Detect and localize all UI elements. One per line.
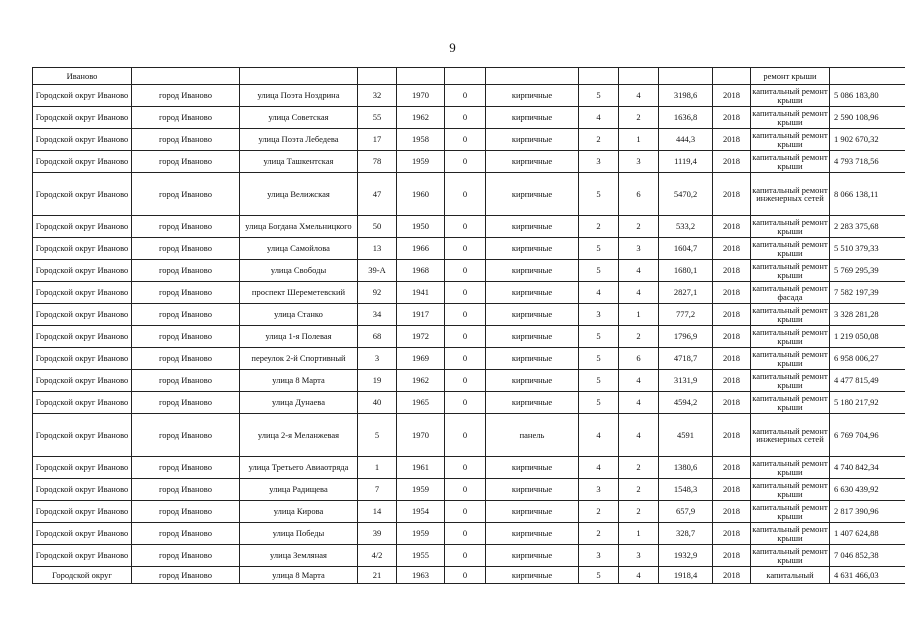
street-cell: улица Советская — [240, 107, 358, 129]
table-row — [33, 523, 905, 545]
city-cell: город Иваново — [132, 567, 240, 584]
build-year-cell: 1958 — [397, 129, 445, 151]
floors-cell: 4 — [579, 282, 619, 304]
wall-material-cell: кирпичные — [486, 523, 579, 545]
house-number-cell: 1 — [358, 457, 397, 479]
wall-material-cell: кирпичные — [486, 173, 579, 216]
house-number-cell: 17 — [358, 129, 397, 151]
build-year-cell: 1954 — [397, 501, 445, 523]
street-cell: переулок 2-й Спортивный — [240, 348, 358, 370]
city-cell: город Иваново — [132, 85, 240, 107]
zero-cell: 0 — [445, 216, 486, 238]
work-type-cell: капитальный ремонт инженерных сетей — [751, 173, 830, 216]
street-cell: улица 8 Марта — [240, 370, 358, 392]
zero-cell: 0 — [445, 129, 486, 151]
area-cell: 777,2 — [659, 304, 713, 326]
build-year-cell: 1965 — [397, 392, 445, 414]
plan-year-cell: 2018 — [713, 304, 751, 326]
entrances-cell: 2 — [619, 479, 659, 501]
table-row — [33, 260, 905, 282]
wall-material-cell: кирпичные — [486, 151, 579, 173]
floors-cell: 2 — [579, 129, 619, 151]
entrances-cell: 1 — [619, 129, 659, 151]
city-cell: город Иваново — [132, 348, 240, 370]
entrances-cell: 2 — [619, 107, 659, 129]
table-row — [33, 129, 905, 151]
floors-cell: 4 — [579, 457, 619, 479]
cost-cell: 4 740 842,34 — [830, 457, 905, 479]
floors-cell: 4 — [579, 107, 619, 129]
entrances-cell: 3 — [619, 238, 659, 260]
entrances-cell: 3 — [619, 545, 659, 567]
municipality-cell: Городской округ Иваново — [33, 414, 132, 457]
entrances-cell: 6 — [619, 173, 659, 216]
registry-table — [32, 67, 905, 584]
city-cell: город Иваново — [132, 173, 240, 216]
plan-year-cell: 2018 — [713, 348, 751, 370]
build-year-cell: 1950 — [397, 216, 445, 238]
zero-cell: 0 — [445, 523, 486, 545]
plan-year-cell: 2018 — [713, 326, 751, 348]
table-row — [33, 567, 905, 584]
work-type-cell: капитальный ремонт крыши — [752, 327, 828, 346]
house-number-cell: 68 — [358, 326, 397, 348]
area-cell: 5470,2 — [659, 173, 713, 216]
wall-material-cell: кирпичные — [486, 326, 579, 348]
floors-cell: 5 — [579, 567, 619, 584]
table-row — [33, 348, 905, 370]
floors-cell: 3 — [579, 304, 619, 326]
cost-cell: 1 407 624,88 — [830, 523, 905, 545]
street-cell: улица Велижская — [240, 173, 358, 216]
work-type-cell: капитальный ремонт крыши — [752, 261, 828, 280]
plan-year-cell: 2018 — [713, 260, 751, 282]
street-cell: улица Самойлова — [240, 238, 358, 260]
entrances-cell: 1 — [619, 523, 659, 545]
area-cell: 328,7 — [659, 523, 713, 545]
zero-cell: 0 — [445, 282, 486, 304]
plan-year-cell: 2018 — [713, 567, 751, 584]
city-cell: город Иваново — [132, 260, 240, 282]
area-cell: 1796,9 — [659, 326, 713, 348]
table-row — [33, 501, 905, 523]
plan-year-cell: 2018 — [713, 151, 751, 173]
work-type-cell: капитальный ремонт крыши — [752, 130, 828, 149]
area-cell: 4594,2 — [659, 392, 713, 414]
cost-cell: 7 046 852,38 — [830, 545, 905, 567]
table-row — [33, 326, 905, 348]
municipality-cell: Городской округ Иваново — [33, 479, 132, 501]
area-cell: 1680,1 — [659, 260, 713, 282]
page-number: 9 — [449, 40, 456, 55]
city-cell: город Иваново — [132, 129, 240, 151]
cost-cell: 6 958 006,27 — [830, 348, 905, 370]
entrances-cell: 4 — [619, 567, 659, 584]
build-year-cell: 1961 — [397, 457, 445, 479]
plan-year-cell: 2018 — [713, 523, 751, 545]
plan-year-cell: 2018 — [713, 370, 751, 392]
zero-cell: 0 — [445, 479, 486, 501]
wall-material-cell: кирпичные — [486, 348, 579, 370]
zero-cell: 0 — [445, 545, 486, 567]
build-year-cell: 1959 — [397, 151, 445, 173]
zero-cell: 0 — [445, 326, 486, 348]
area-cell: 1918,4 — [659, 567, 713, 584]
build-year-cell: 1969 — [397, 348, 445, 370]
area-cell: 533,2 — [659, 216, 713, 238]
table-row — [33, 173, 905, 216]
entrances-cell: 2 — [619, 216, 659, 238]
entrances-cell: 2 — [619, 457, 659, 479]
municipality-cell: Городской округ Иваново — [33, 304, 132, 326]
city-cell: город Иваново — [132, 107, 240, 129]
street-cell: улица Поэта Лебедева — [240, 129, 358, 151]
table-row — [33, 282, 905, 304]
city-cell: город Иваново — [132, 414, 240, 457]
house-number-cell: 50 — [358, 216, 397, 238]
street-cell: улица Земляная — [240, 545, 358, 567]
area-cell: 1119,4 — [659, 151, 713, 173]
cost-cell: 5 769 295,39 — [830, 260, 905, 282]
house-number-cell: 7 — [358, 479, 397, 501]
city-cell: город Иваново — [132, 370, 240, 392]
wall-material-cell: кирпичные — [486, 216, 579, 238]
street-cell: улица Ташкентская — [240, 151, 358, 173]
municipality-cell: Городской округ Иваново — [33, 151, 132, 173]
area-cell: 1932,9 — [659, 545, 713, 567]
city-cell: город Иваново — [132, 238, 240, 260]
zero-cell: 0 — [445, 304, 486, 326]
cost-cell: 2 590 108,96 — [830, 107, 905, 129]
zero-cell: 0 — [445, 414, 486, 457]
work-type-cell: капитальный ремонт крыши — [752, 152, 828, 171]
street-cell: проспект Шереметевский — [240, 282, 358, 304]
house-number-cell: 92 — [358, 282, 397, 304]
house-number-cell: 3 — [358, 348, 397, 370]
table-row — [33, 457, 905, 479]
cost-cell: 5 180 217,92 — [830, 392, 905, 414]
municipality-cell: Городской округ Иваново — [33, 238, 132, 260]
street-cell: улица Дунаева — [240, 392, 358, 414]
floors-cell: 5 — [579, 392, 619, 414]
house-number-cell: 34 — [358, 304, 397, 326]
build-year-cell: 1970 — [397, 414, 445, 457]
street-cell: улица Победы — [240, 523, 358, 545]
street-cell: улица Богдана Хмельницкого — [240, 216, 358, 238]
build-year-cell: 1960 — [397, 173, 445, 216]
table-row — [33, 479, 905, 501]
floors-cell: 5 — [579, 238, 619, 260]
plan-year-cell: 2018 — [713, 173, 751, 216]
build-year-cell: 1962 — [397, 370, 445, 392]
work-type-cell: капитальный ремонт фасада — [752, 283, 828, 302]
entrances-cell: 3 — [619, 151, 659, 173]
city-cell: город Иваново — [132, 457, 240, 479]
entrances-cell: 1 — [619, 304, 659, 326]
work-type-cell: капитальный ремонт крыши — [752, 305, 828, 324]
cost-cell: 2 817 390,96 — [830, 501, 905, 523]
municipality-cell: Городской округ Иваново — [33, 545, 132, 567]
build-year-cell: 1962 — [397, 107, 445, 129]
work-type-cell: капитальный — [751, 567, 830, 584]
house-number-cell: 78 — [358, 151, 397, 173]
cost-cell: 8 066 138,11 — [830, 173, 905, 216]
city-cell: город Иваново — [132, 326, 240, 348]
work-cell: ремонт крыши — [751, 68, 830, 85]
area-cell: 3131,9 — [659, 370, 713, 392]
municipality-cell: Городской округ Иваново — [33, 326, 132, 348]
entrances-cell: 6 — [619, 348, 659, 370]
work-type-cell: капитальный ремонт крыши — [752, 393, 828, 412]
area-cell: 1380,6 — [659, 457, 713, 479]
table-row — [33, 370, 905, 392]
zero-cell: 0 — [445, 392, 486, 414]
build-year-cell: 1959 — [397, 479, 445, 501]
floors-cell: 5 — [579, 85, 619, 107]
house-number-cell: 40 — [358, 392, 397, 414]
cost-cell: 1 902 670,32 — [830, 129, 905, 151]
area-cell: 657,9 — [659, 501, 713, 523]
cost-cell: 1 219 050,08 — [830, 326, 905, 348]
plan-year-cell: 2018 — [713, 392, 751, 414]
zero-cell: 0 — [445, 370, 486, 392]
city-cell: город Иваново — [132, 151, 240, 173]
table-row — [33, 545, 905, 567]
zero-cell: 0 — [445, 567, 486, 584]
municipality-cell: Городской округ Иваново — [33, 457, 132, 479]
table-row-continued — [33, 68, 905, 85]
work-type-cell: капитальный ремонт крыши — [752, 458, 828, 477]
municipality-cell: Иваново — [33, 68, 132, 85]
table-row — [33, 85, 905, 107]
plan-year-cell: 2018 — [713, 501, 751, 523]
municipality-cell: Городской округ — [33, 567, 132, 584]
plan-year-cell: 2018 — [713, 129, 751, 151]
zero-cell: 0 — [445, 151, 486, 173]
work-type-cell: капитальный ремонт крыши — [752, 349, 828, 368]
entrances-cell: 2 — [619, 326, 659, 348]
cost-cell: 6 769 704,96 — [830, 414, 905, 457]
build-year-cell: 1966 — [397, 238, 445, 260]
wall-material-cell: кирпичные — [486, 85, 579, 107]
area-cell: 444,3 — [659, 129, 713, 151]
house-number-cell: 4/2 — [358, 545, 397, 567]
work-type-cell: капитальный ремонт крыши — [752, 371, 828, 390]
entrances-cell: 4 — [619, 85, 659, 107]
municipality-cell: Городской округ Иваново — [33, 129, 132, 151]
area-cell: 1636,8 — [659, 107, 713, 129]
street-cell: улица Свободы — [240, 260, 358, 282]
plan-year-cell: 2018 — [713, 457, 751, 479]
work-type-cell: капитальный ремонт инженерных сетей — [751, 414, 830, 457]
municipality-cell: Городской округ Иваново — [33, 523, 132, 545]
plan-year-cell: 2018 — [713, 85, 751, 107]
area-cell: 2827,1 — [659, 282, 713, 304]
floors-cell: 3 — [579, 151, 619, 173]
build-year-cell: 1968 — [397, 260, 445, 282]
area-cell: 1548,3 — [659, 479, 713, 501]
house-number-cell: 47 — [358, 173, 397, 216]
street-cell: улица Поэта Ноздрина — [240, 85, 358, 107]
wall-material-cell: кирпичные — [486, 370, 579, 392]
wall-material-cell: кирпичные — [486, 260, 579, 282]
floors-cell: 2 — [579, 523, 619, 545]
wall-material-cell: кирпичные — [486, 545, 579, 567]
wall-material-cell: кирпичные — [486, 501, 579, 523]
municipality-cell: Городской округ Иваново — [33, 392, 132, 414]
work-type-cell: капитальный ремонт крыши — [752, 86, 828, 105]
plan-year-cell: 2018 — [713, 238, 751, 260]
area-cell: 4591 — [659, 414, 713, 457]
house-number-cell: 21 — [358, 567, 397, 584]
build-year-cell: 1959 — [397, 523, 445, 545]
house-number-cell: 39-А — [358, 260, 397, 282]
work-type-cell: капитальный ремонт крыши — [752, 217, 828, 236]
work-type-cell: капитальный ремонт крыши — [752, 108, 828, 127]
entrances-cell: 4 — [619, 392, 659, 414]
cost-cell: 5 086 183,80 — [830, 85, 905, 107]
area-cell: 4718,7 — [659, 348, 713, 370]
floors-cell: 4 — [579, 414, 619, 457]
street-cell: улица Радищева — [240, 479, 358, 501]
house-number-cell: 39 — [358, 523, 397, 545]
plan-year-cell: 2018 — [713, 479, 751, 501]
cost-cell: 6 630 439,92 — [830, 479, 905, 501]
table-row — [33, 392, 905, 414]
municipality-cell: Городской округ Иваново — [33, 260, 132, 282]
wall-material-cell: кирпичные — [486, 567, 579, 584]
zero-cell: 0 — [445, 501, 486, 523]
cost-cell: 5 510 379,33 — [830, 238, 905, 260]
floors-cell: 2 — [579, 501, 619, 523]
plan-year-cell: 2018 — [713, 414, 751, 457]
wall-material-cell: кирпичные — [486, 282, 579, 304]
municipality-cell: Городской округ Иваново — [33, 348, 132, 370]
floors-cell: 3 — [579, 545, 619, 567]
zero-cell: 0 — [445, 260, 486, 282]
city-cell: город Иваново — [132, 282, 240, 304]
house-number-cell: 19 — [358, 370, 397, 392]
wall-material-cell: кирпичные — [486, 304, 579, 326]
build-year-cell: 1972 — [397, 326, 445, 348]
work-type-cell: капитальный ремонт крыши — [752, 480, 828, 499]
municipality-cell: Городской округ Иваново — [33, 107, 132, 129]
wall-material-cell: кирпичные — [486, 479, 579, 501]
build-year-cell: 1941 — [397, 282, 445, 304]
cost-cell: 4 793 718,56 — [830, 151, 905, 173]
zero-cell: 0 — [445, 107, 486, 129]
floors-cell: 5 — [579, 326, 619, 348]
wall-material-cell: кирпичные — [486, 107, 579, 129]
floors-cell: 2 — [579, 216, 619, 238]
area-cell: 3198,6 — [659, 85, 713, 107]
cost-cell: 4 477 815,49 — [830, 370, 905, 392]
entrances-cell: 4 — [619, 414, 659, 457]
municipality-cell: Городской округ Иваново — [33, 501, 132, 523]
table-row — [33, 216, 905, 238]
cost-cell: 3 328 281,28 — [830, 304, 905, 326]
wall-material-cell: кирпичные — [486, 392, 579, 414]
build-year-cell: 1955 — [397, 545, 445, 567]
cost-cell: 7 582 197,39 — [830, 282, 905, 304]
work-type-cell: капитальный ремонт крыши — [752, 502, 828, 521]
wall-material-cell: панель — [486, 414, 579, 457]
floors-cell: 5 — [579, 348, 619, 370]
city-cell: город Иваново — [132, 545, 240, 567]
plan-year-cell: 2018 — [713, 107, 751, 129]
entrances-cell: 4 — [619, 260, 659, 282]
work-type-cell: капитальный ремонт крыши — [752, 546, 828, 565]
house-number-cell: 13 — [358, 238, 397, 260]
municipality-cell: Городской округ Иваново — [33, 173, 132, 216]
wall-material-cell: кирпичные — [486, 129, 579, 151]
work-type-cell: капитальный ремонт крыши — [752, 239, 828, 258]
floors-cell: 5 — [579, 370, 619, 392]
table-row — [33, 304, 905, 326]
city-cell: город Иваново — [132, 216, 240, 238]
cost-cell: 2 283 375,68 — [830, 216, 905, 238]
zero-cell: 0 — [445, 457, 486, 479]
table-row — [33, 238, 905, 260]
street-cell: улица 1-я Полевая — [240, 326, 358, 348]
municipality-cell: Городской округ Иваново — [33, 216, 132, 238]
street-cell: улица Кирова — [240, 501, 358, 523]
municipality-cell: Городской округ Иваново — [33, 282, 132, 304]
build-year-cell: 1970 — [397, 85, 445, 107]
street-cell: улица 8 Марта — [240, 567, 358, 584]
zero-cell: 0 — [445, 238, 486, 260]
work-type-cell: капитальный ремонт крыши — [752, 524, 828, 543]
wall-material-cell: кирпичные — [486, 457, 579, 479]
floors-cell: 3 — [579, 479, 619, 501]
city-cell: город Иваново — [132, 501, 240, 523]
plan-year-cell: 2018 — [713, 282, 751, 304]
table-row — [33, 414, 905, 457]
cost-cell: 4 631 466,03 — [830, 567, 905, 584]
build-year-cell: 1963 — [397, 567, 445, 584]
plan-year-cell: 2018 — [713, 545, 751, 567]
municipality-cell: Городской округ Иваново — [33, 85, 132, 107]
municipality-cell: Городской округ Иваново — [33, 370, 132, 392]
build-year-cell: 1917 — [397, 304, 445, 326]
house-number-cell: 32 — [358, 85, 397, 107]
entrances-cell: 2 — [619, 501, 659, 523]
table-row — [33, 107, 905, 129]
city-cell: город Иваново — [132, 523, 240, 545]
zero-cell: 0 — [445, 173, 486, 216]
house-number-cell: 5 — [358, 414, 397, 457]
area-cell: 1604,7 — [659, 238, 713, 260]
street-cell: улица Станко — [240, 304, 358, 326]
city-cell: город Иваново — [132, 479, 240, 501]
city-cell: город Иваново — [132, 392, 240, 414]
city-cell: город Иваново — [132, 304, 240, 326]
zero-cell: 0 — [445, 85, 486, 107]
plan-year-cell: 2018 — [713, 216, 751, 238]
table-row — [33, 151, 905, 173]
street-cell: улица 2-я Меланжевая — [240, 414, 358, 457]
house-number-cell: 55 — [358, 107, 397, 129]
entrances-cell: 4 — [619, 282, 659, 304]
zero-cell: 0 — [445, 348, 486, 370]
floors-cell: 5 — [579, 260, 619, 282]
wall-material-cell: кирпичные — [486, 238, 579, 260]
street-cell: улица Третьего Авиаотряда — [240, 457, 358, 479]
floors-cell: 5 — [579, 173, 619, 216]
entrances-cell: 4 — [619, 370, 659, 392]
house-number-cell: 14 — [358, 501, 397, 523]
